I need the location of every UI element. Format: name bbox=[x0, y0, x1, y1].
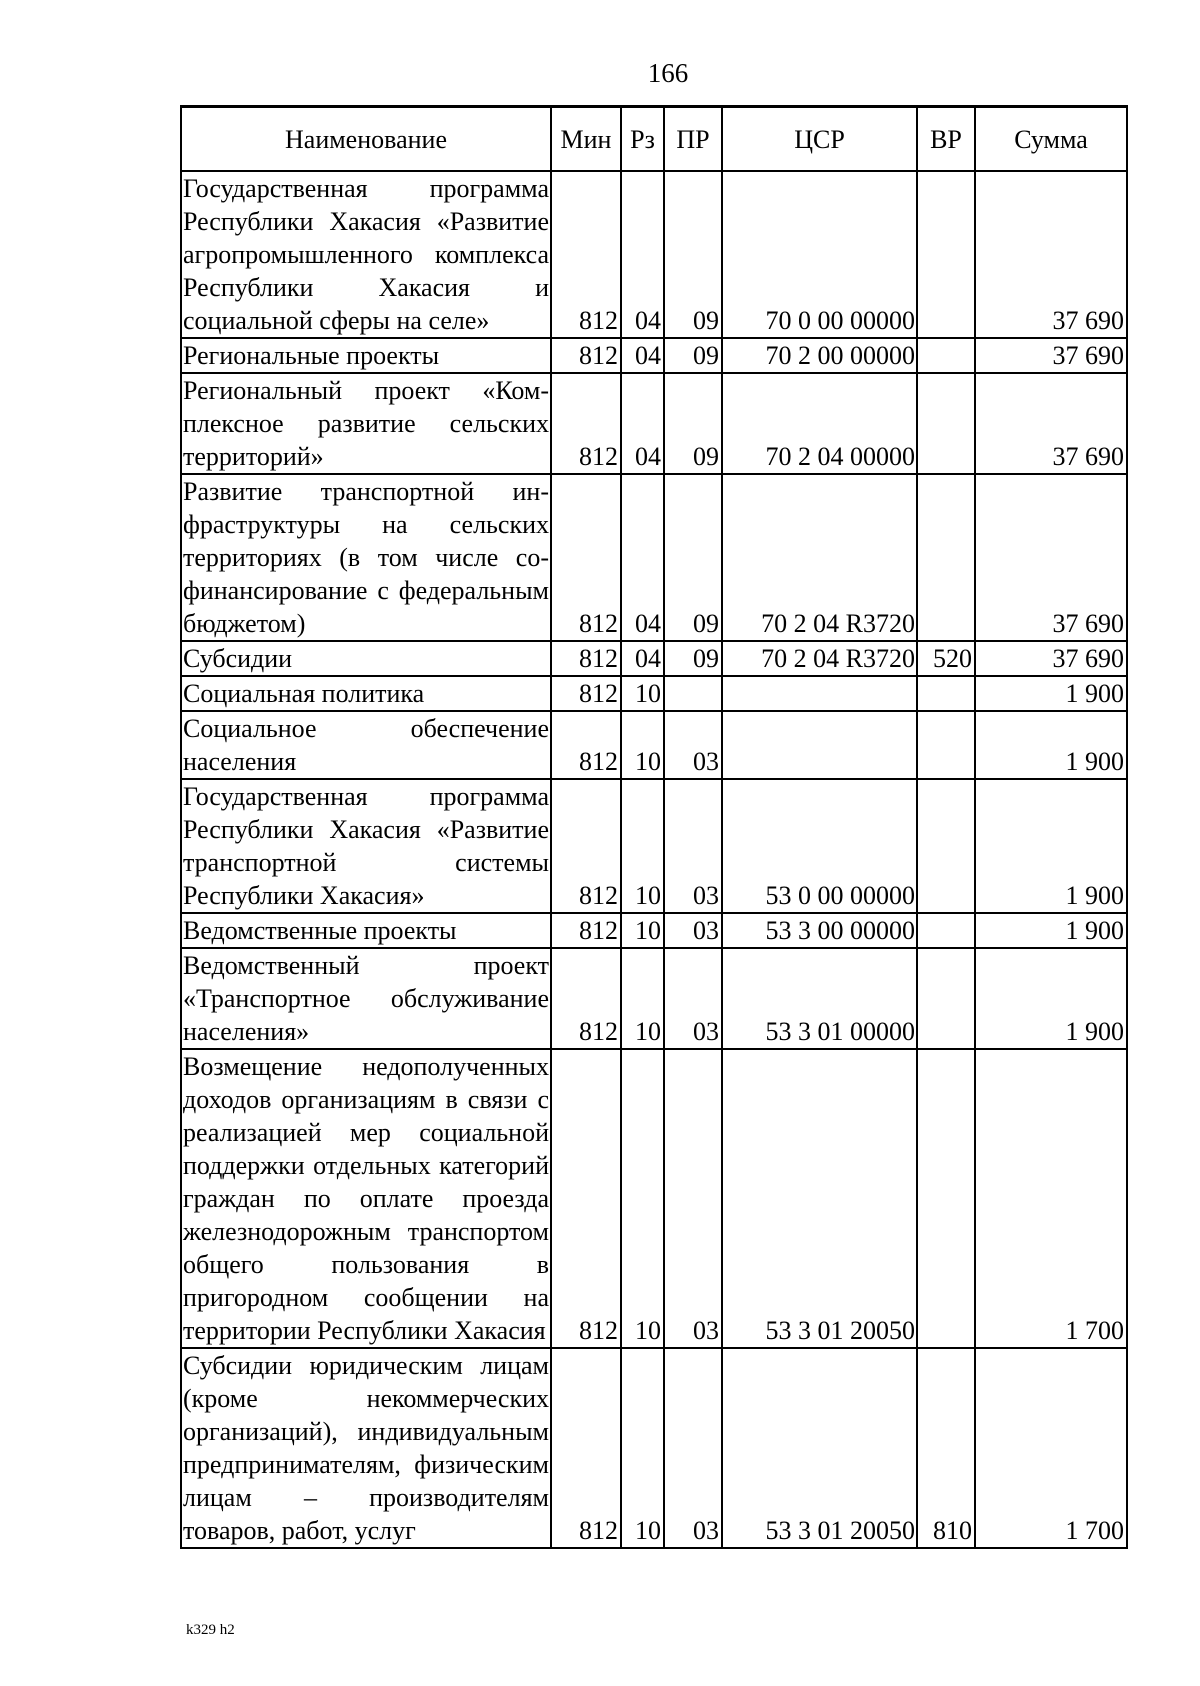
row-sum: 1 900 bbox=[975, 676, 1127, 711]
row-pr: 03 bbox=[664, 1049, 722, 1348]
row-csr: 53 0 00 00000 bbox=[722, 779, 917, 913]
row-pr: 09 bbox=[664, 171, 722, 338]
row-sum: 37 690 bbox=[975, 474, 1127, 641]
table-header-row bbox=[181, 107, 1127, 172]
table-row bbox=[181, 171, 1127, 338]
row-pr: 03 bbox=[664, 711, 722, 779]
row-min: 812 bbox=[551, 338, 621, 373]
row-rz: 10 bbox=[621, 1049, 664, 1348]
row-name: Ведомственный проект «Транспортное обслуживание населения» bbox=[181, 948, 551, 1049]
row-vr bbox=[917, 948, 975, 1049]
page-number: 166 bbox=[647, 58, 689, 88]
row-name: Субсидии юридическим лицам (кроме некоммерческих организаций), индивидуальным предпринимателям, физическим лицам – производителям товаров, работ, услуг bbox=[181, 1348, 551, 1548]
table-row bbox=[181, 711, 1127, 779]
row-min: 812 bbox=[551, 913, 621, 948]
row-csr bbox=[722, 711, 917, 779]
row-vr bbox=[917, 474, 975, 641]
row-vr bbox=[917, 676, 975, 711]
header-name: Наименование bbox=[181, 107, 551, 172]
row-vr: 520 bbox=[917, 641, 975, 676]
row-min: 812 bbox=[551, 373, 621, 474]
row-sum: 37 690 bbox=[975, 171, 1127, 338]
header-csr: ЦСР bbox=[722, 107, 917, 172]
row-sum: 1 900 bbox=[975, 913, 1127, 948]
row-vr bbox=[917, 373, 975, 474]
row-csr: 53 3 01 00000 bbox=[722, 948, 917, 1049]
row-vr bbox=[917, 171, 975, 338]
row-min: 812 bbox=[551, 948, 621, 1049]
row-name: Развитие транспортной инфраструктуры на сельских территориях (в том числе софинансирование с федеральным бюджетом) bbox=[181, 474, 551, 641]
row-sum: 37 690 bbox=[975, 338, 1127, 373]
row-csr: 70 0 00 00000 bbox=[722, 171, 917, 338]
row-csr: 53 3 00 00000 bbox=[722, 913, 917, 948]
row-sum: 1 700 bbox=[975, 1049, 1127, 1348]
table-row bbox=[181, 913, 1127, 948]
table-row bbox=[181, 676, 1127, 711]
row-vr bbox=[917, 913, 975, 948]
row-vr bbox=[917, 779, 975, 913]
row-sum: 37 690 bbox=[975, 641, 1127, 676]
row-sum: 1 900 bbox=[975, 711, 1127, 779]
row-min: 812 bbox=[551, 779, 621, 913]
row-vr bbox=[917, 1049, 975, 1348]
row-name: Государственная программа Республики Хакасия «Развитие транспортной системы Республики Хакасия» bbox=[181, 779, 551, 913]
table-row bbox=[181, 1348, 1127, 1548]
table-row bbox=[181, 1049, 1127, 1348]
row-rz: 10 bbox=[621, 779, 664, 913]
footer-code: k329 h2 bbox=[186, 1622, 235, 1638]
row-min: 812 bbox=[551, 1049, 621, 1348]
row-rz: 04 bbox=[621, 641, 664, 676]
row-sum: 1 900 bbox=[975, 779, 1127, 913]
header-rz: Рз bbox=[621, 107, 664, 172]
row-pr: 03 bbox=[664, 779, 722, 913]
header-vr: ВР bbox=[917, 107, 975, 172]
row-rz: 10 bbox=[621, 676, 664, 711]
row-pr: 03 bbox=[664, 913, 722, 948]
row-name: Региональные проекты bbox=[181, 338, 551, 373]
row-pr: 03 bbox=[664, 1348, 722, 1548]
row-name: Социальное обеспечение населения bbox=[181, 711, 551, 779]
row-csr: 70 2 04 R3720 bbox=[722, 474, 917, 641]
row-vr bbox=[917, 711, 975, 779]
table-row bbox=[181, 948, 1127, 1049]
row-rz: 10 bbox=[621, 711, 664, 779]
table-row bbox=[181, 338, 1127, 373]
row-sum: 1 700 bbox=[975, 1348, 1127, 1548]
row-vr bbox=[917, 338, 975, 373]
row-name: Возмещение недополученных доходов организациям в связи с реализацией мер социальной поддержки отдельных категорий граждан по оплате проезда железнодорожным транспортом общего пользования в пригородном сообщении на территории Республики Хакасия bbox=[181, 1049, 551, 1348]
row-vr: 810 bbox=[917, 1348, 975, 1548]
row-csr: 70 2 04 00000 bbox=[722, 373, 917, 474]
table-row bbox=[181, 779, 1127, 913]
table-row bbox=[181, 641, 1127, 676]
row-csr bbox=[722, 676, 917, 711]
header-pr: ПР bbox=[664, 107, 722, 172]
row-rz: 10 bbox=[621, 1348, 664, 1548]
row-rz: 04 bbox=[621, 474, 664, 641]
row-rz: 04 bbox=[621, 373, 664, 474]
row-sum: 37 690 bbox=[975, 373, 1127, 474]
row-name: Социальная политика bbox=[181, 676, 551, 711]
row-pr: 09 bbox=[664, 373, 722, 474]
row-rz: 10 bbox=[621, 913, 664, 948]
row-pr: 03 bbox=[664, 948, 722, 1049]
row-csr: 53 3 01 20050 bbox=[722, 1348, 917, 1548]
row-min: 812 bbox=[551, 1348, 621, 1548]
row-min: 812 bbox=[551, 171, 621, 338]
row-min: 812 bbox=[551, 474, 621, 641]
row-csr: 70 2 00 00000 bbox=[722, 338, 917, 373]
row-min: 812 bbox=[551, 676, 621, 711]
table-row bbox=[181, 373, 1127, 474]
row-sum: 1 900 bbox=[975, 948, 1127, 1049]
budget-table bbox=[180, 105, 1128, 1549]
row-pr: 09 bbox=[664, 641, 722, 676]
row-name: Государственная программа Республики Хакасия «Развитие агропромышленного комплекса Республики Хакасия и социальной сферы на селе» bbox=[181, 171, 551, 338]
header-sum: Сумма bbox=[975, 107, 1127, 172]
row-pr: 09 bbox=[664, 338, 722, 373]
header-min: Мин bbox=[551, 107, 621, 172]
row-rz: 04 bbox=[621, 171, 664, 338]
row-csr: 53 3 01 20050 bbox=[722, 1049, 917, 1348]
row-rz: 10 bbox=[621, 948, 664, 1049]
row-name: Субсидии bbox=[181, 641, 551, 676]
row-pr: 09 bbox=[664, 474, 722, 641]
row-pr bbox=[664, 676, 722, 711]
row-name: Региональный проект «Комплексное развитие сельских территорий» bbox=[181, 373, 551, 474]
row-csr: 70 2 04 R3720 bbox=[722, 641, 917, 676]
row-rz: 04 bbox=[621, 338, 664, 373]
row-min: 812 bbox=[551, 641, 621, 676]
row-min: 812 bbox=[551, 711, 621, 779]
table-row bbox=[181, 474, 1127, 641]
row-name: Ведомственные проекты bbox=[181, 913, 551, 948]
